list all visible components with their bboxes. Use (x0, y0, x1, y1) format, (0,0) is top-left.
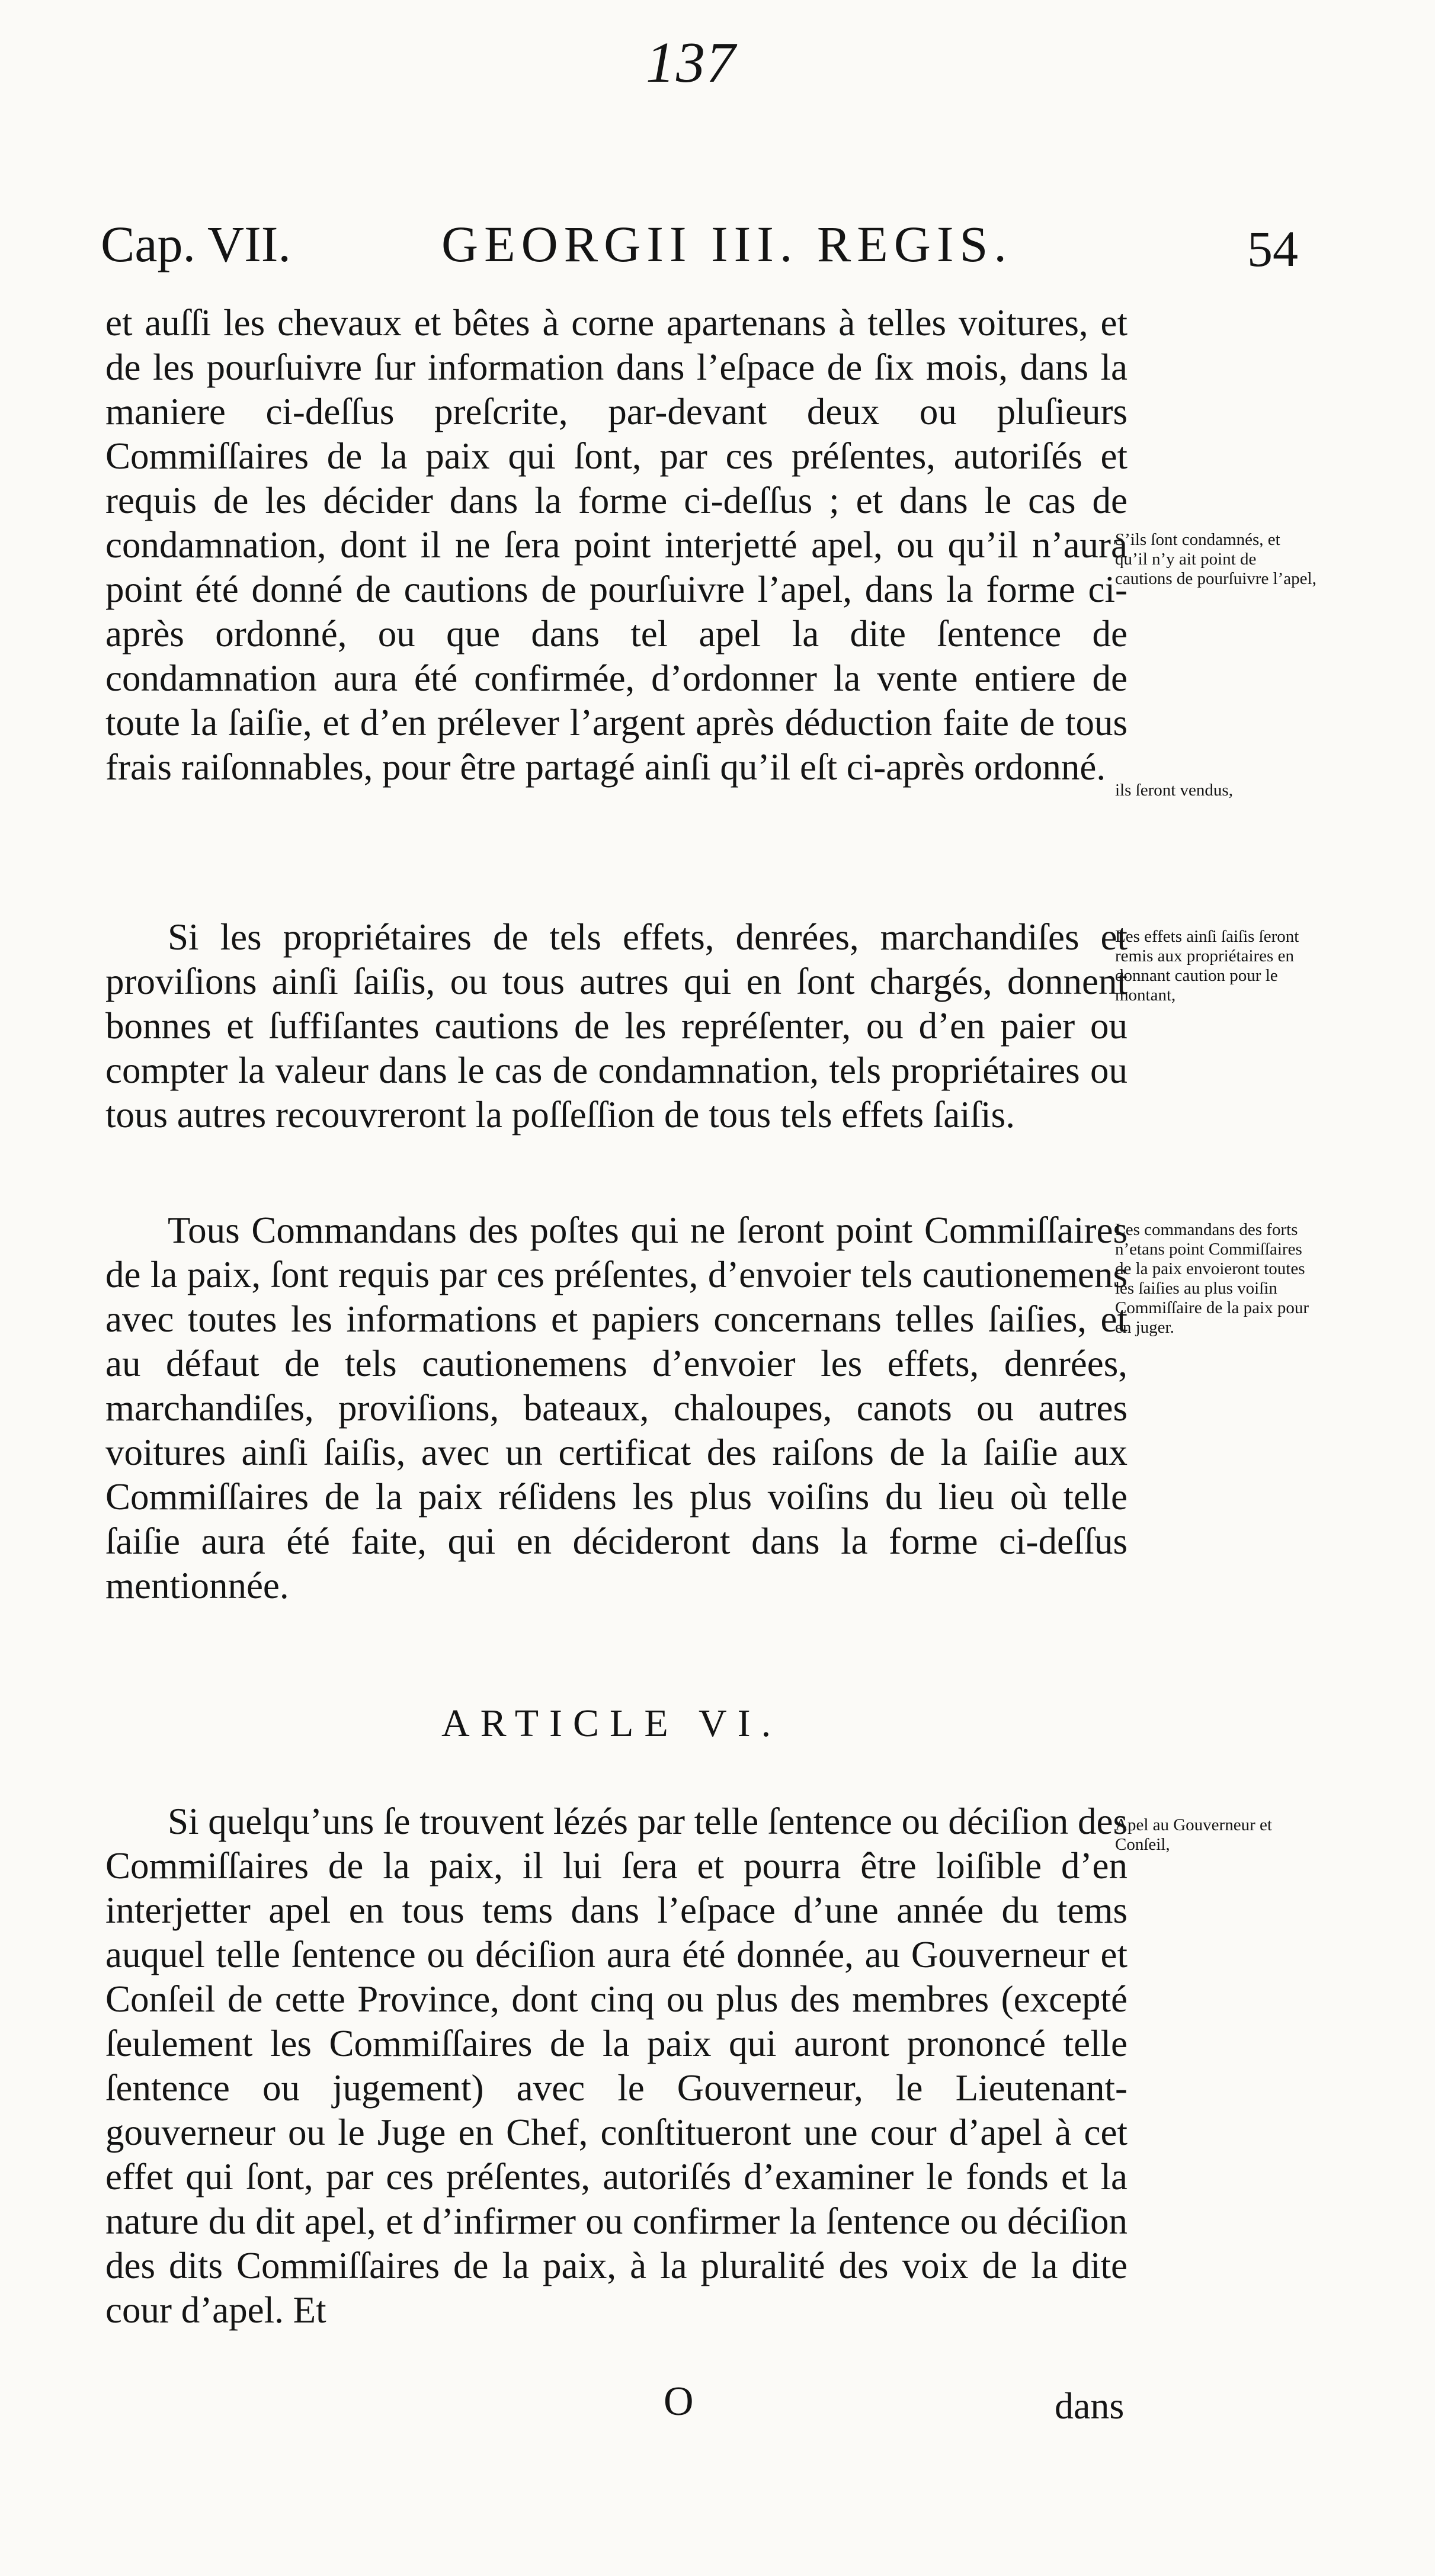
signature-mark: O (664, 2379, 694, 2424)
paragraph-post-commanders: Tous Commandans des poſtes qui ne ſeront point Commiſſaires de la paix, ſont requis par ces préſentes, d’envoier tels cautionemens avec toutes les informations et papiers concernans telles ſaiſies, et au défaut de tels cautionemens d’envoier les effets, denrées, marchandiſes, proviſions, bateaux, chaloupes, canots ou autres voitures ainſi ſaiſis, avec un certificat des raiſons de la ſaiſie aux Commiſſaires de la paix réſidens les plus voiſins du lieu où telle ſaiſie aura été faite, qui en décideront dans la forme ci-deſſus mentionnée. (105, 1210, 1128, 1606)
paragraph-owners-surety: Si les propriétaires de tels effets, denrées, marchandiſes et proviſions ainſi ſaiſis, ou tous autres qui en ſont chargés, donnent bonnes et ſuffiſantes cautions de les repréſenter, ou d’en paier ou compter la valeur dans le cas de condamnation, tels propriétaires ou tous autres recouvreront la poſſeſſion de tous tels effets ſaiſis. (105, 916, 1128, 1135)
margin-note-condemned: S’ils ſont condamnés, et qu’il n’y ait point de cautions de pourſuivre l’apel, (1115, 530, 1317, 588)
article-heading: ARTICLE VI. (441, 1702, 782, 1745)
page-number: 54 (1247, 220, 1298, 277)
paragraph-appeal: Si quelqu’uns ſe trouvent lézés par telle ſentence ou déciſion des Commiſſaires de la paix, il lui ſera et pourra être loiſible d’en interjetter apel en tous tems dans l’eſpace d’une année du tems auquel telle ſentence ou déciſion aura été donnée, au Gouverneur et Conſeil de cette Province, dont cinq ou plus des membres (excepté ſeulement les Commiſſaires de la paix qui auront prononcé telle ſentence ou jugement) avec le Gouverneur, le Lieutenant-gouverneur ou le Juge en Chef, conſtitueront une cour d’apel à cet effet qui ſont, par ces préſentes, autoriſés d’examiner le fonds et la nature du dit apel, et d’infirmer ou confirmer la ſentence ou déciſion des dits Commiſſaires de la paix, à la pluralité des voix de la dite cour d’apel. Et (105, 1801, 1128, 2331)
catchword: dans (1055, 2385, 1125, 2427)
page-folio-number: 137 (646, 31, 736, 95)
paragraph-continuation: et auſſi les chevaux et bêtes à corne apartenans à telles voitures, et de les pourſuivre ſur information dans l’eſpace de ſix mois, dans la maniere ci-deſſus preſcrite, par-devant deux ou pluſieurs Commiſſaires de la paix qui ſont, par ces préſentes, autoriſés et requis de les décider dans la forme ci-deſſus ; et dans le cas de condamnation, dont il ne ſera point interjetté apel, ou qu’il n’aura point été donné de cautions de pourſuivre l’apel, dans la forme ci-après ordonné, ou que dans tel apel la dite ſentence de condamnation aura été confirmée, d’ordonner la vente entiere de toute la ſaiſie, et d’en prélever l’argent après déduction faite de tous frais raiſonnables, pour être partagé ainſi qu’il eſt ci-après ordonné. (105, 302, 1128, 788)
margin-note-sold: ils ſeront vendus, (1115, 781, 1233, 800)
margin-note-goods-returned: Les effets ainſi ſaiſis ſeront remis aux propriétaires en donnant caution pour le montant, (1115, 927, 1299, 1005)
running-header (101, 214, 1321, 280)
margin-note-commanders: Les commandans des forts n’etans point Commiſſaires de la paix envoieront toutes les ſaiſies au plus voiſin Commiſſaire de la paix pour en juger. (1115, 1220, 1309, 1337)
margin-note-appeal: Apel au Gouverneur et Conſeil, (1115, 1815, 1272, 1854)
chapter-label: Cap. VII. (101, 216, 291, 272)
running-title: GEORGII III. REGIS. (441, 216, 1013, 272)
